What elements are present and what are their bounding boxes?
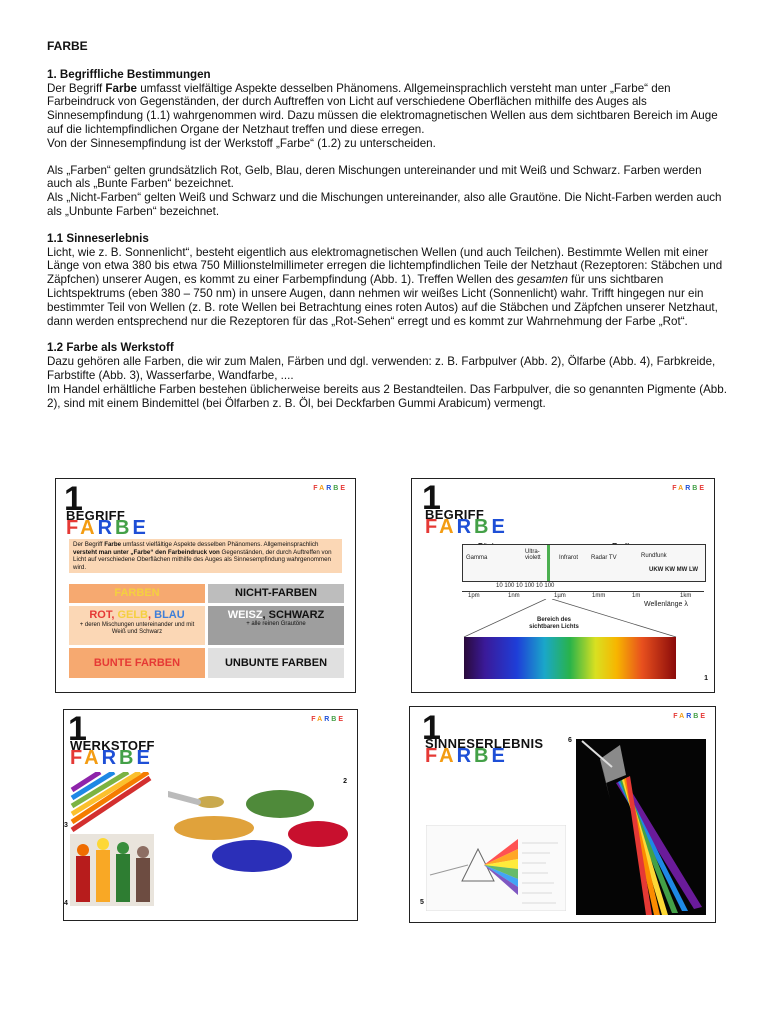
oil-paint-tubes-image [70,834,154,906]
farbe-letter-r: R [456,516,475,538]
slide-number: 1 [422,479,441,517]
def-bold: versteht man unter „Farbe“ den Farbeindruck von [73,548,220,556]
figure-number-2: 2 [343,778,347,785]
farbe-letter-b: B [119,747,137,769]
label-gelb: GELB [117,609,148,621]
tag-letter: B [693,713,701,720]
slide-title: WERKSTOFF [70,738,155,753]
mixtures-note: + deren Mischungen untereinander und mit Weiß und Schwarz [79,622,195,635]
label-radar-tv: Radar TV [591,555,617,561]
farbe-corner-tag [313,485,347,492]
section-1-paragraph-2: Von der Sinnesempfindung ist der Werkstoff „Farbe“ (1.2) zu unterscheiden. [47,136,436,150]
farbe-letter-a: A [439,516,457,538]
label-schwarz: SCHWARZ [268,609,325,621]
section-1-paragraph-4: Als „Nicht-Farben“ gelten Weiß und Schwarz und die Mischungen untereinander, also alle Grautöne. Die Nicht-Farben werden auch als „Unbunte Farben“ bezeichnet. [47,191,722,218]
farbe-corner-tag [311,716,345,723]
slide-sinneserlebnis [409,706,716,923]
tag-letter: B [692,485,700,492]
tick-1pm: 1pm [468,593,480,599]
spectrum-scale [462,544,706,582]
section-1-paragraph-3: Als „Farben“ gelten grundsätzlich Rot, Gelb, Blau, deren Mischungen untereinander und mit Weiß und Schwarz. Farben werden auch als „Bunte Farben“ bezeichnet. [47,163,702,191]
tag-letter: A [679,713,687,720]
cell-weisz-schwarz [208,606,344,645]
tick-values: 10 100 10 100 10 100 [496,583,555,589]
farbe-letter-b: B [474,745,492,767]
tick-1km: 1km [680,593,692,599]
farbe-letter-f: F [425,745,440,767]
farbe-letter-f: F [70,747,85,769]
farbe-letter-a: A [84,747,102,769]
grey-note: + alle reinen Grautöne [246,621,306,627]
tag-letter: R [324,716,332,723]
farbe-corner-tag [672,485,706,492]
slide-number: 1 [68,710,87,748]
section-1-2-paragraph-2: Im Handel erhältliche Farben bestehen üblicherweise bereits aus 2 Bestandteilen. Das Farbpulver, die so genannten Pigmente (Abb. 2), sind mit einem Bindemittel (bei Ölfarben z. B. Öl, bei Deckfarben Gummi Arabicum) vermengt. [47,382,727,410]
prism-photo-image [576,739,706,915]
farbe-letter-a: A [439,745,457,767]
def-text: umfasst vielfältige Aspekte desselben Phänomens. Allgemeinsprachlich [121,541,319,548]
figure-number: 1 [704,675,708,682]
farbe-letter-r: R [97,517,116,539]
cell-rot-gelb-blau [69,606,205,645]
tag-letter: R [326,485,334,492]
primary-colors: ROT, GELB, BLAU [89,609,185,621]
tick-1nm: 1nm [508,593,520,599]
bold-term: Farbe [105,81,137,95]
slide-number: 1 [422,709,441,747]
farbe-letter-a: A [80,517,98,539]
cell-unbunte-farben: UNBUNTE FARBEN [208,648,344,678]
figure-number-5: 5 [420,899,424,906]
tick-1um: 1µm [554,593,566,599]
farbe-letter-b: B [115,517,133,539]
tag-letter: F [313,485,320,492]
label-rot: ROT [89,609,112,621]
tag-letter: F [672,485,679,492]
farbe-letter-e: E [132,517,149,539]
farbe-corner-tag [673,713,707,720]
label-rundfunk: Rundfunk [641,553,667,559]
tag-letter: F [311,716,318,723]
slide-begriff-table [55,478,356,693]
colored-pencils-image [70,772,154,832]
tag-letter: A [678,485,686,492]
tag-letter: R [685,485,693,492]
farbe-wordmark [425,516,508,539]
def-text: Der Begriff [73,541,105,548]
slide-begriff-spectrum [411,478,715,693]
section-1-1-paragraph [47,246,727,329]
farbe-wordmark [70,747,153,770]
farbe-letter-e: E [491,745,508,767]
visible-band-marker [547,545,550,581]
label-gamma: Gamma [466,555,488,561]
farbe-letter-r: R [101,747,120,769]
tag-letter: B [333,485,341,492]
label-infrarot: Infrarot [559,555,579,561]
slide-title: BEGRIFF [425,507,485,522]
tag-letter: A [319,485,327,492]
visible-spectrum-image [464,637,676,679]
farbe-letter-e: E [491,516,508,538]
label-weisz: WEISZ [227,609,263,621]
italic-term: gesamten [517,273,568,287]
section-1-paragraph-1 [47,82,727,137]
header-farben: FARBEN [69,584,205,603]
slide-werkstoff [63,709,358,921]
pigment-powders-image [168,780,350,910]
tag-letter: F [673,713,680,720]
farbe-letter-f: F [425,516,440,538]
slide-number: 1 [64,480,83,518]
tag-letter: E [340,485,347,492]
farbe-wordmark [66,517,149,540]
farbe-letter-b: B [474,516,492,538]
def-text: Gegenständen, der durch Auftreffen von Licht auf verschiedene Oberflächen mithilfe des Auges als Sinnesempfindung wahrgenommen wird. [73,548,332,571]
tag-letter: E [338,716,345,723]
cell-bunte-farben: BUNTE FARBEN [69,648,205,678]
text-run: umfasst vielfältige Aspekte desselben Phänomens. Allgemeinsprachlich versteht man unter „Farbe“ den Farbeindruck von Gegenständen, der durch Auftreffen von Licht auf verschiedene Oberflächen mithilfe des Auges als Sinnesempfindung (1.1) wahrgenommen wird. Dazu müssen die elektromagnetischen Wellen aus dem sichtbaren Bereich im Auge auf die lichtempfindlichen Organe der Netzhaut treffen und diese erregen. [47,81,718,136]
doc-title: FARBE [47,39,88,53]
label-bands: UKW KW MW LW [649,567,698,573]
figure-number-3: 3 [64,822,68,829]
section-1-2-heading: 1.2 Farbe als Werkstoff [47,341,174,355]
header-nicht-farben: NICHT-FARBEN [208,584,344,603]
prism-diagram-image [426,825,566,911]
visible-range-label: Bereich des sichtbaren Lichts [529,617,579,630]
text-run: für uns sichtbaren Lichtspektrums (eben 380 – 750 nm) in unsere Augen, dann nehmen wir weißes Licht (Sonnenlicht) wahr. Trifft hingegen nur ein bestimmter Teil von Wellen (z. B. rote Wellen bei Betrachtung eines roten Autos) auf die Stäbchen und Zäpfchen unserer Netzhaut, dann werden entsprechend nur die Rezeptoren für das „Rot-Sehen“ erregt und es kommt zur Wahrnehmung der Farbe „Rot“. [47,273,718,328]
definition-box [69,539,342,573]
axis-line [462,591,704,592]
tick-1m: 1m [632,593,641,599]
slide-title: SINNESERLEBNIS [425,736,544,751]
def-bold: Farbe [104,541,122,548]
tag-letter: A [317,716,325,723]
tag-letter: E [700,713,707,720]
section-1-2-paragraph-1: Dazu gehören alle Farben, die wir zum Malen, Färben und dgl. verwenden: z. B. Farbpulver (Abb. 2), Ölfarbe (Abb. 4), Farbkreide, Farbstifte (Abb. 3), Wasserfarbe, Wandfarbe, .... [47,355,716,382]
section-1-heading: 1. Begriffliche Bestimmungen [47,67,211,81]
figure-number-4: 4 [64,900,68,907]
tag-letter: B [331,716,339,723]
label-uv: Ultra-violett [525,549,541,561]
section-1-1-heading: 1.1 Sinneserlebnis [47,231,149,245]
text-run: Licht, wie z. B. Sonnenlicht“, besteht eigentlich aus elektromagnetischen Wellen (und auch Teilchen). Bestimmte Wellen mit einer Länge von etwa 380 bis etwa 750 Millionstelmillimeter erregen die lichtempfindlichen Teile der Netzhaut (Rezeptoren: Stäbchen und Zäpfchen) unserer Augen, es kommt zu einer Farbempfindung (Abb. 1). Treffen Wellen des [47,245,723,287]
document-body [47,40,727,410]
farbe-letter-f: F [66,517,81,539]
wavelength-label: Wellenlänge λ [644,601,688,608]
label-blau: BLAU [154,609,185,621]
farbe-letter-r: R [456,745,475,767]
slide-title: BEGRIFF [66,508,126,523]
tag-letter: R [686,713,694,720]
tick-1mm: 1mm [592,593,606,599]
achromatic-colors: WEISZ, SCHWARZ [227,609,325,621]
text-run: Der Begriff [47,81,106,95]
farbe-letter-e: E [136,747,153,769]
tag-letter: E [699,485,706,492]
figure-number-6: 6 [568,737,572,744]
farbe-wordmark [425,745,508,768]
